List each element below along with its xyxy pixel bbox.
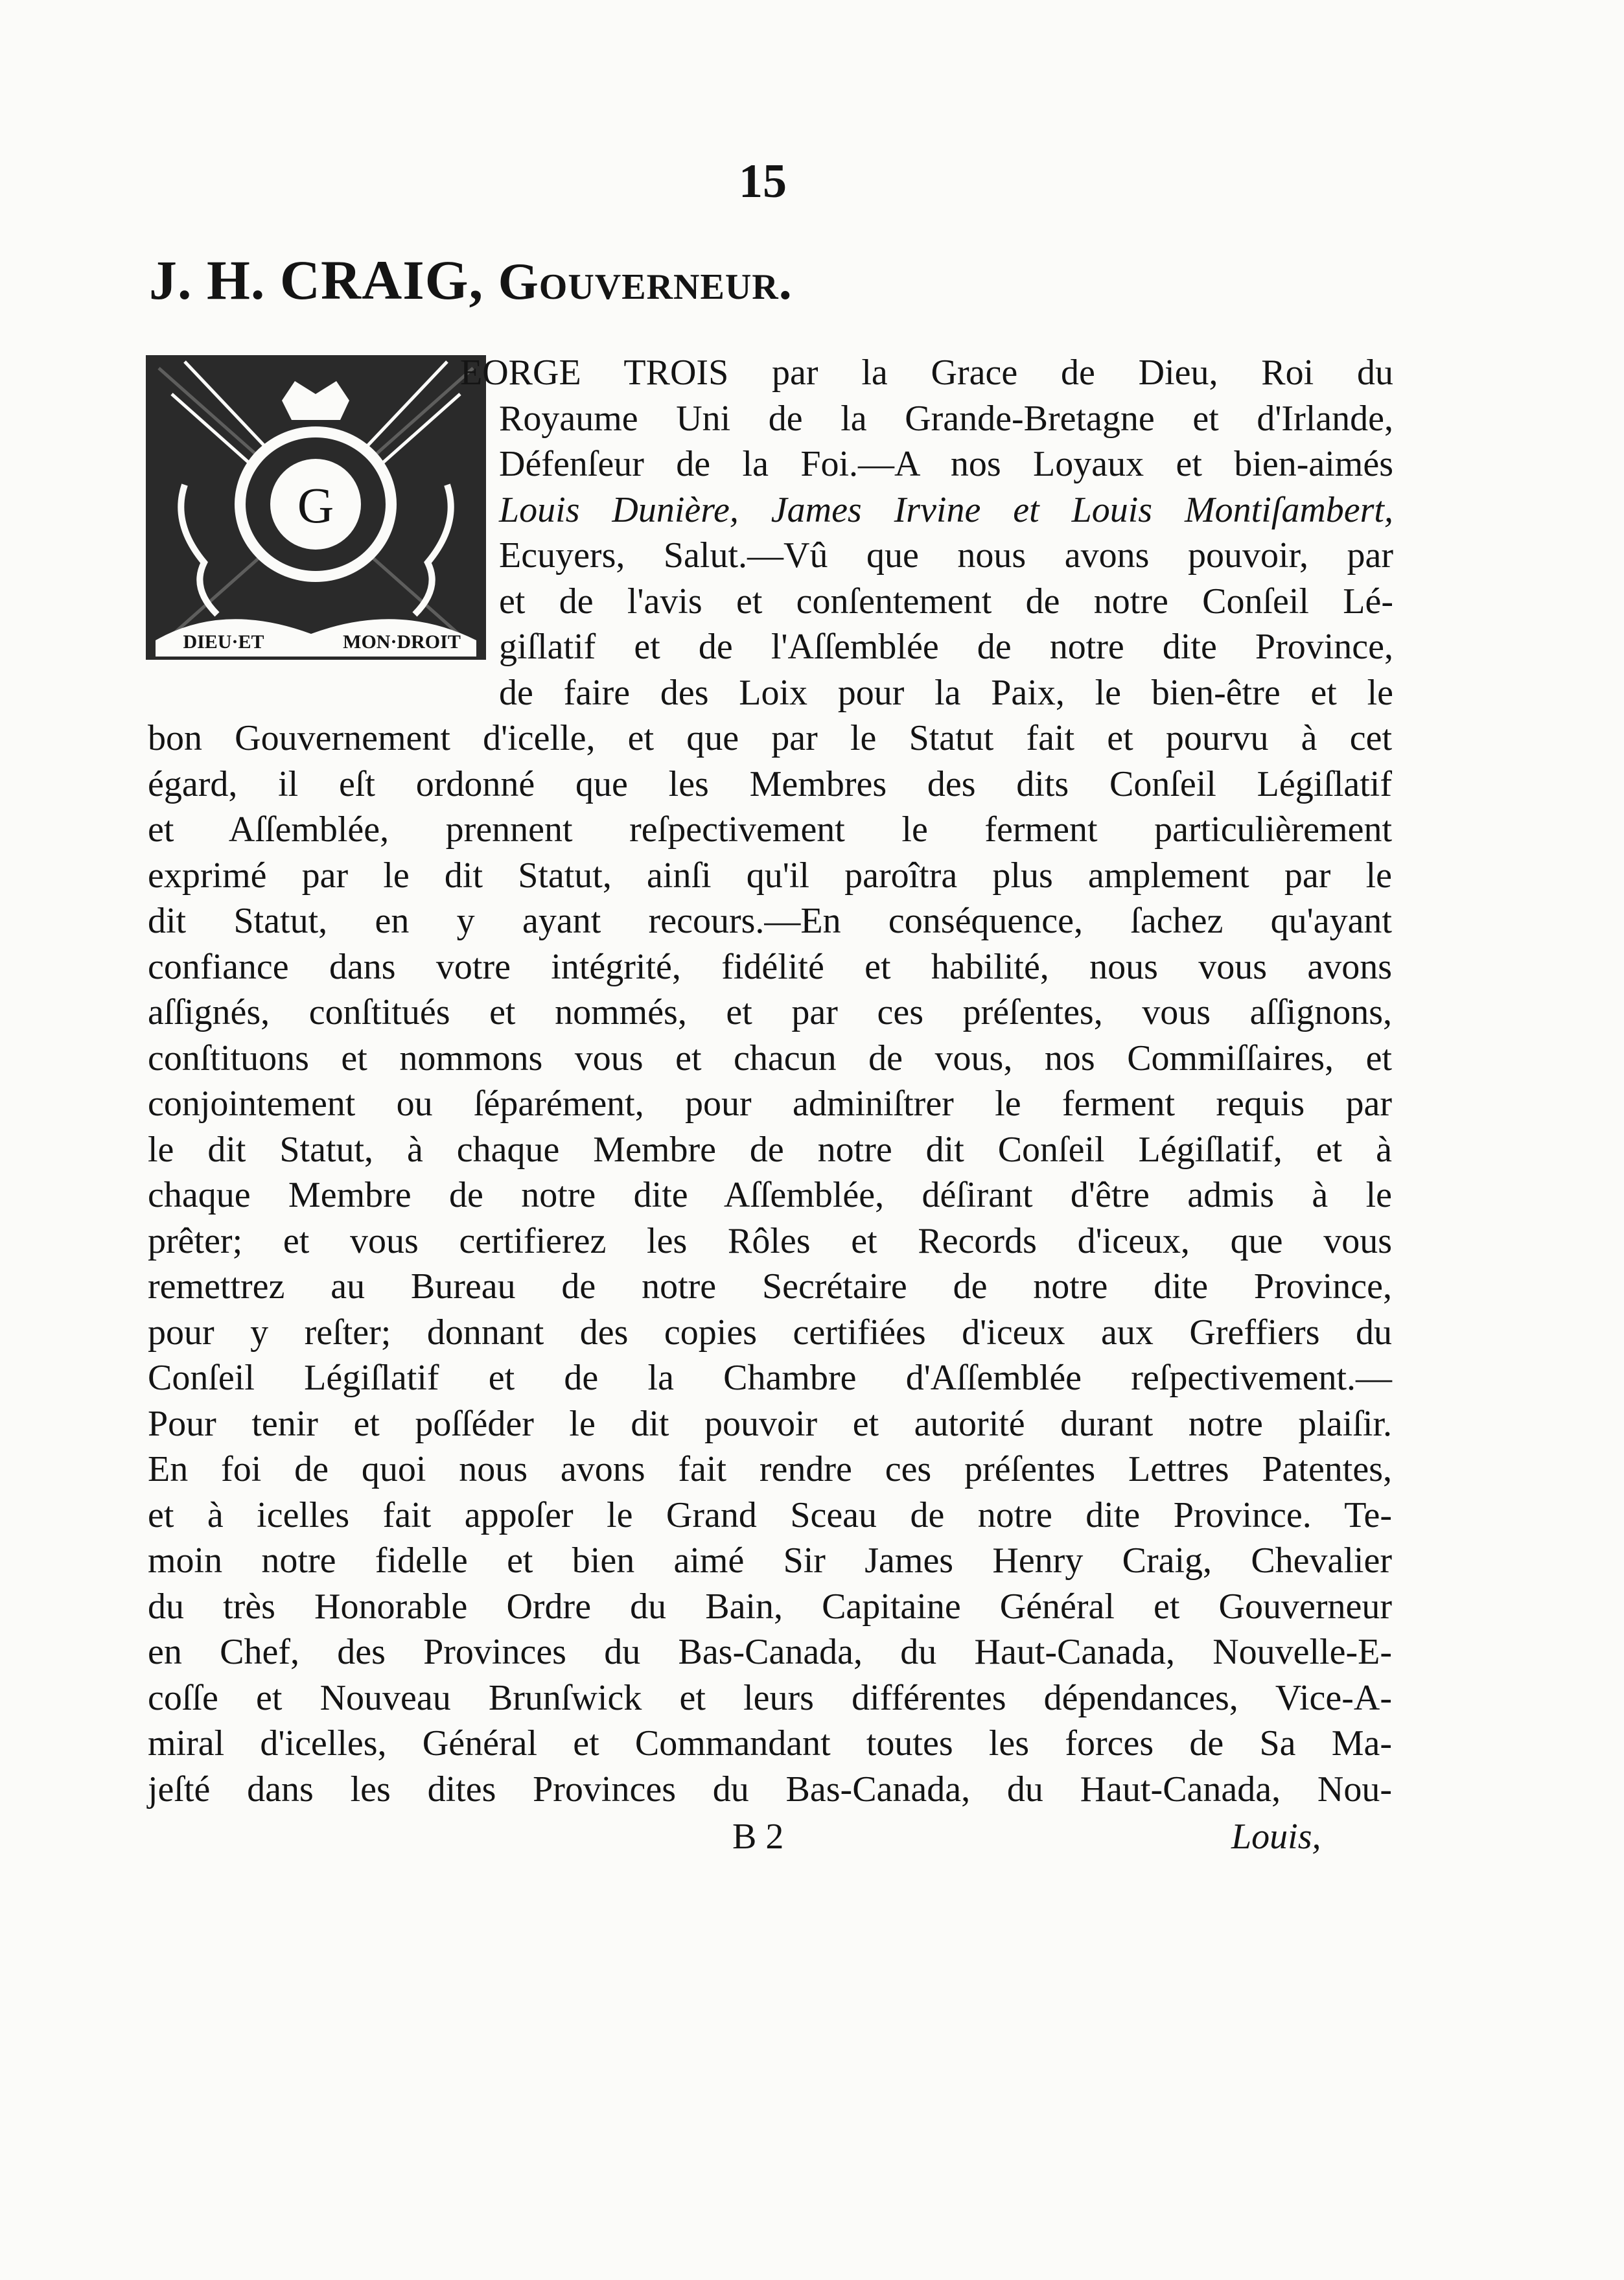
heading-title: Gouverneur. bbox=[498, 253, 793, 310]
body-line: moin notre fidelle et bien aimé Sir James Henry Craig, Chevalier bbox=[148, 1541, 1392, 1581]
initial-letter: G bbox=[297, 477, 334, 533]
body-line: et Aſſemblée, prennent reſpectivement le ferment particulièrement bbox=[148, 809, 1392, 850]
heading-name: J. H. CRAIG, bbox=[149, 249, 484, 311]
motto-left: DIEU·ET bbox=[183, 631, 264, 653]
body-line: et à icelles fait appoſer le Grand Sceau de notre dite Province. Te- bbox=[148, 1495, 1392, 1535]
body-line: miral d'icelles, Général et Commandant toutes les forces de Sa Ma- bbox=[148, 1723, 1392, 1763]
body-line: giſlatif et de l'Aſſemblée de notre dite Province, bbox=[499, 627, 1393, 667]
royal-arms-initial bbox=[146, 355, 486, 660]
signature-mark: B 2 bbox=[732, 1817, 784, 1857]
body-line: du très Honorable Ordre du Bain, Capitaine Général et Gouverneur bbox=[148, 1586, 1392, 1627]
body-line: jeſté dans les dites Provinces du Bas-Canada, du Haut-Canada, Nou- bbox=[148, 1769, 1392, 1809]
body-line: prêter; et vous certifierez les Rôles et Records d'iceux, que vous bbox=[148, 1220, 1392, 1261]
body-line: de faire des Loix pour la Paix, le bien-être et le bbox=[499, 672, 1393, 713]
body-line: Royaume Uni de la Grande-Bretagne et d'Irlande, bbox=[499, 398, 1393, 439]
body-line: bon Gouvernement d'icelle, et que par le Statut fait et pourvu à cet bbox=[148, 718, 1392, 758]
body-line: Défenſeur de la Foi.—A nos Loyaux et bien-aimés bbox=[499, 444, 1393, 484]
body-line: conſtituons et nommons vous et chacun de vous, nos Commiſſaires, et bbox=[148, 1038, 1392, 1078]
body-line: égard, il eſt ordonné que les Membres des dits Conſeil Légiſlatif bbox=[148, 763, 1392, 804]
body-line: Ecuyers, Salut.—Vû que nous avons pouvoir, par bbox=[499, 535, 1393, 576]
body-line: pour y reſter; donnant des copies certifiées d'iceux aux Greffiers du bbox=[148, 1312, 1392, 1353]
catchword: Louis, bbox=[1231, 1817, 1321, 1857]
body-line: dit Statut, en y ayant recours.—En conséquence, ſachez qu'ayant bbox=[148, 901, 1392, 941]
motto-right: MON·DROIT bbox=[343, 631, 461, 653]
body-line: et de l'avis et conſentement de notre Conſeil Lé- bbox=[499, 581, 1393, 622]
body-line: le dit Statut, à chaque Membre de notre dit Conſeil Légiſlatif, et à bbox=[148, 1129, 1392, 1170]
document-heading bbox=[149, 248, 793, 312]
page-number: 15 bbox=[739, 155, 787, 208]
body-line: en Chef, des Provinces du Bas-Canada, du Haut-Canada, Nouvelle-E- bbox=[148, 1632, 1392, 1672]
body-line: Pour tenir et poſſéder le dit pouvoir et autorité durant notre plaiſir. bbox=[148, 1403, 1392, 1444]
body-line: En foi de quoi nous avons fait rendre ces préſentes Lettres Patentes, bbox=[148, 1449, 1392, 1489]
body-line: confiance dans votre intégrité, fidélité et habilité, nous vous avons bbox=[148, 946, 1392, 987]
body-line: EORGE TROIS par la Grace de Dieu, Roi du bbox=[460, 353, 1393, 393]
body-line: remettrez au Bureau de notre Secrétaire de notre dite Province, bbox=[148, 1266, 1392, 1307]
body-line: coſſe et Nouveau Brunſwick et leurs différentes dépendances, Vice-A- bbox=[148, 1677, 1392, 1718]
body-line: aſſignés, conſtitués et nommés, et par ces préſentes, vous aſſignons, bbox=[148, 992, 1392, 1032]
body-line: chaque Membre de notre dite Aſſemblée, déſirant d'être admis à le bbox=[148, 1175, 1392, 1215]
body-line: exprimé par le dit Statut, ainſi qu'il paroîtra plus amplement par le bbox=[148, 855, 1392, 896]
body-line: Louis Dunière, James Irvine et Louis Montiſambert, bbox=[499, 489, 1393, 530]
body-line: conjointement ou ſéparément, pour adminiſtrer le ferment requis par bbox=[148, 1084, 1392, 1124]
body-line: Conſeil Légiſlatif et de la Chambre d'Aſſemblée reſpectivement.— bbox=[148, 1358, 1392, 1398]
